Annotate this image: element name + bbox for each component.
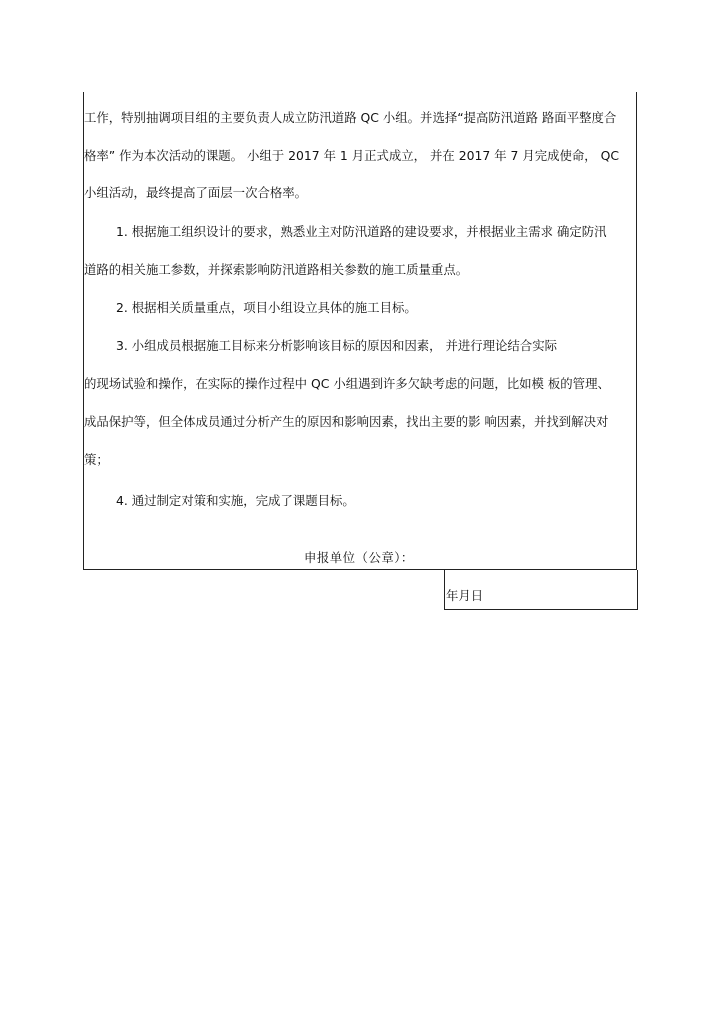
paragraph-line: 格率” 作为本次活动的课题。 小组于 2017 年 1 月正式成立， 并在 2017 年 7 月完成使命， QC bbox=[84, 148, 620, 163]
list-item-3: 3. 小组成员根据施工目标来分析影响该目标的原因和因素， 并进行理论结合实际 bbox=[116, 338, 557, 353]
paragraph-line: 成品保护等，但全体成员通过分析产生的原因和影响因素，找出主要的影 响因素，并找到解决对 bbox=[84, 414, 609, 429]
date-box bbox=[444, 570, 638, 610]
date-label: 年月日 bbox=[446, 588, 484, 603]
paragraph-line: 的现场试验和操作，在实际的操作过程中 QC 小组遇到许多欠缺考虑的问题，比如模 板的管理、 bbox=[84, 376, 610, 391]
paragraph-line: 小组活动，最终提高了面层一次合格率。 bbox=[84, 185, 308, 200]
paragraph-line: 道路的相关施工参数，并探索影响防汛道路相关参数的施工质量重点。 bbox=[84, 262, 469, 277]
signature-label: 申报单位（公章）： bbox=[304, 550, 414, 565]
paragraph-line: 策； bbox=[84, 452, 109, 467]
paragraph-line: 工作，特别抽调项目组的主要负责人成立防汛道路 QC 小组。并选择“提高防汛道路 路面平整度合 bbox=[84, 110, 617, 125]
list-item-2: 2. 根据相关质量重点，项目小组设立具体的施工目标。 bbox=[116, 300, 417, 315]
list-item-4: 4. 通过制定对策和实施，完成了课题目标。 bbox=[116, 493, 355, 508]
list-item-1: 1. 根据施工组织设计的要求，熟悉业主对防汛道路的建设要求，并根据业主需求 确定防汛 bbox=[116, 224, 607, 239]
